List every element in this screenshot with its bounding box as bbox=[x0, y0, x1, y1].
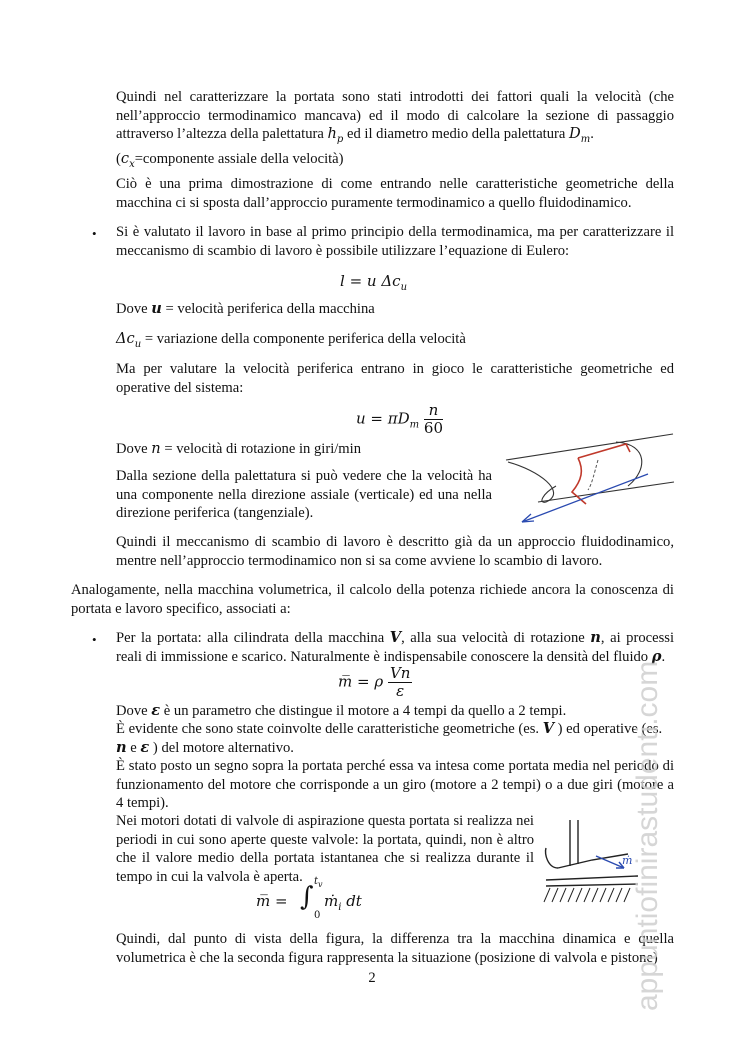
watermark bbox=[603, 553, 673, 1013]
paragraph-valvole: Nei motori dotati di valvole di aspirazione questa portata si realizza nei periodi in cui sono aperte queste valvole: la portata, quindi, non è altro che il valore medio della portata istantanea che si realizza durante il tempo in cui la valvola è aperta. bbox=[116, 813, 534, 885]
symbol-cx: $c_x$ bbox=[120, 149, 135, 170]
blade-bottom-line bbox=[538, 482, 674, 502]
fraction-vn-eps: $\frac{Vn}{\varepsilon}$ bbox=[389, 664, 411, 700]
paragraph-macchina-volumetrica: Analogamente, nella macchina volumetrica, il calcolo della potenza richiede ancora la conoscenza di portata e lavoro specifico, associati a: bbox=[71, 582, 674, 617]
definition-dcu: $\Delta c_u$ = variazione della componente periferica della velocità bbox=[116, 330, 466, 350]
definition-n: Dove n = velocità di rotazione in giri/min bbox=[116, 440, 362, 457]
paragraph-segno-portata: È stato posto un segno sopra la portata perché essa va intesa come portata media nel periodo di funzionamento del motore che corrisponde a un giro (motore a 2 tempi) o a due giri (motore a 4 tempi). bbox=[116, 758, 674, 812]
symbol-hp: $h_p$ bbox=[327, 125, 344, 146]
velocity-arrow bbox=[522, 474, 648, 522]
definition-u: Dove u = velocità periferica della macchina bbox=[116, 300, 375, 317]
paragraph-velocita-periferica: Ma per valutare la velocità periferica entrano in gioco le caratteristiche geometriche ed operative del sistema: bbox=[116, 361, 674, 396]
flow-label: ṁ bbox=[622, 854, 633, 867]
equation-eulero: l = u $\Delta c_u$ bbox=[340, 272, 408, 293]
paragraph-caratteristiche: È evidente che sono state coinvolte delle caratteristiche geometriche (es. V ) ed operative (es. n e ε ) del motore alternativo. bbox=[116, 720, 663, 756]
paragraph-eulero: Si è valutato il lavoro in base al primo principio della termodinamica, ma per caratterizzare il meccanismo di scambio di lavoro è possibile utilizzare l’equazione di Eulero: bbox=[116, 224, 674, 259]
paragraph-epsilon: Dove ε è un parametro che distingue il motore a 4 tempi da quello a 2 tempi. bbox=[116, 702, 567, 719]
paragraph-dimostrazione: Ciò è una prima dimostrazione di come entrando nelle caratteristiche geometriche della macchina ci si sposta dall’approccio puramente termodinamico a quello fluidodinamico. bbox=[116, 176, 674, 211]
svg-text:appuntiofinirastudenti.com: appuntiofinirastudenti.com bbox=[631, 660, 664, 1011]
equation-velocita-periferica: $u = \pi D_m$ $\frac{n}{60}$ bbox=[356, 401, 444, 437]
blade-left-profile bbox=[508, 462, 556, 502]
bullet-2: • bbox=[92, 632, 97, 647]
red-vector-b bbox=[578, 444, 630, 458]
symbol-dm: $D_m$ bbox=[569, 125, 591, 146]
page-number: 2 bbox=[368, 970, 376, 986]
paragraph-fluidodinamico: Quindi il meccanismo di scambio di lavoro è descritto già da un approccio fluidodinamico, mentre nell’approccio termodinamico non si sa come avviene lo scambio di lavoro. bbox=[116, 534, 674, 569]
bullet-1: • bbox=[92, 226, 97, 241]
fraction-n-60: $\frac{n}{60}$ bbox=[423, 401, 444, 437]
equation-integrale: m̅ = ∫ $t_v$ 0 ṁ$_i$ dt bbox=[256, 876, 362, 921]
blade-section-figure bbox=[498, 430, 678, 530]
paragraph-differenza: Quindi, dal punto di vista della figura, la differenza tra la macchina dinamica e quella volumetrica è che la seconda figura rappresenta la situazione (posizione di valvola e pistone) bbox=[116, 931, 674, 966]
paragraph-sezione-palettatura: Dalla sezione della palettatura si può vedere che la velocità ha una componente nella direzione assiale (verticale) ed una nella direzione periferica (tangenziale). bbox=[116, 468, 492, 522]
equation-portata-media: m̅ = ρ $\frac{Vn}{\varepsilon}$ bbox=[338, 664, 411, 700]
blade-top-line bbox=[506, 434, 673, 460]
paragraph-portata-volumetrica: Per la portata: alla cilindrata della macchina V, alla sua velocità di rotazione n, ai processi reali di immissione e scarico. Naturalmente è indispensabile conoscere la densità del fluido ρ. bbox=[116, 629, 674, 665]
paragraph-portata: Quindi nel caratterizzare la portata sono stati introdotti dei fattori quali la velocità (che nell’approccio termodinamico mancava) ed il modo di calcolare la sezione di passaggio attraverso l’altezza della palettatura $h_p$ ed il diametro medio della palettatura $D_m$. ($c_x=componente$ assiale della velocità) bbox=[116, 89, 674, 170]
